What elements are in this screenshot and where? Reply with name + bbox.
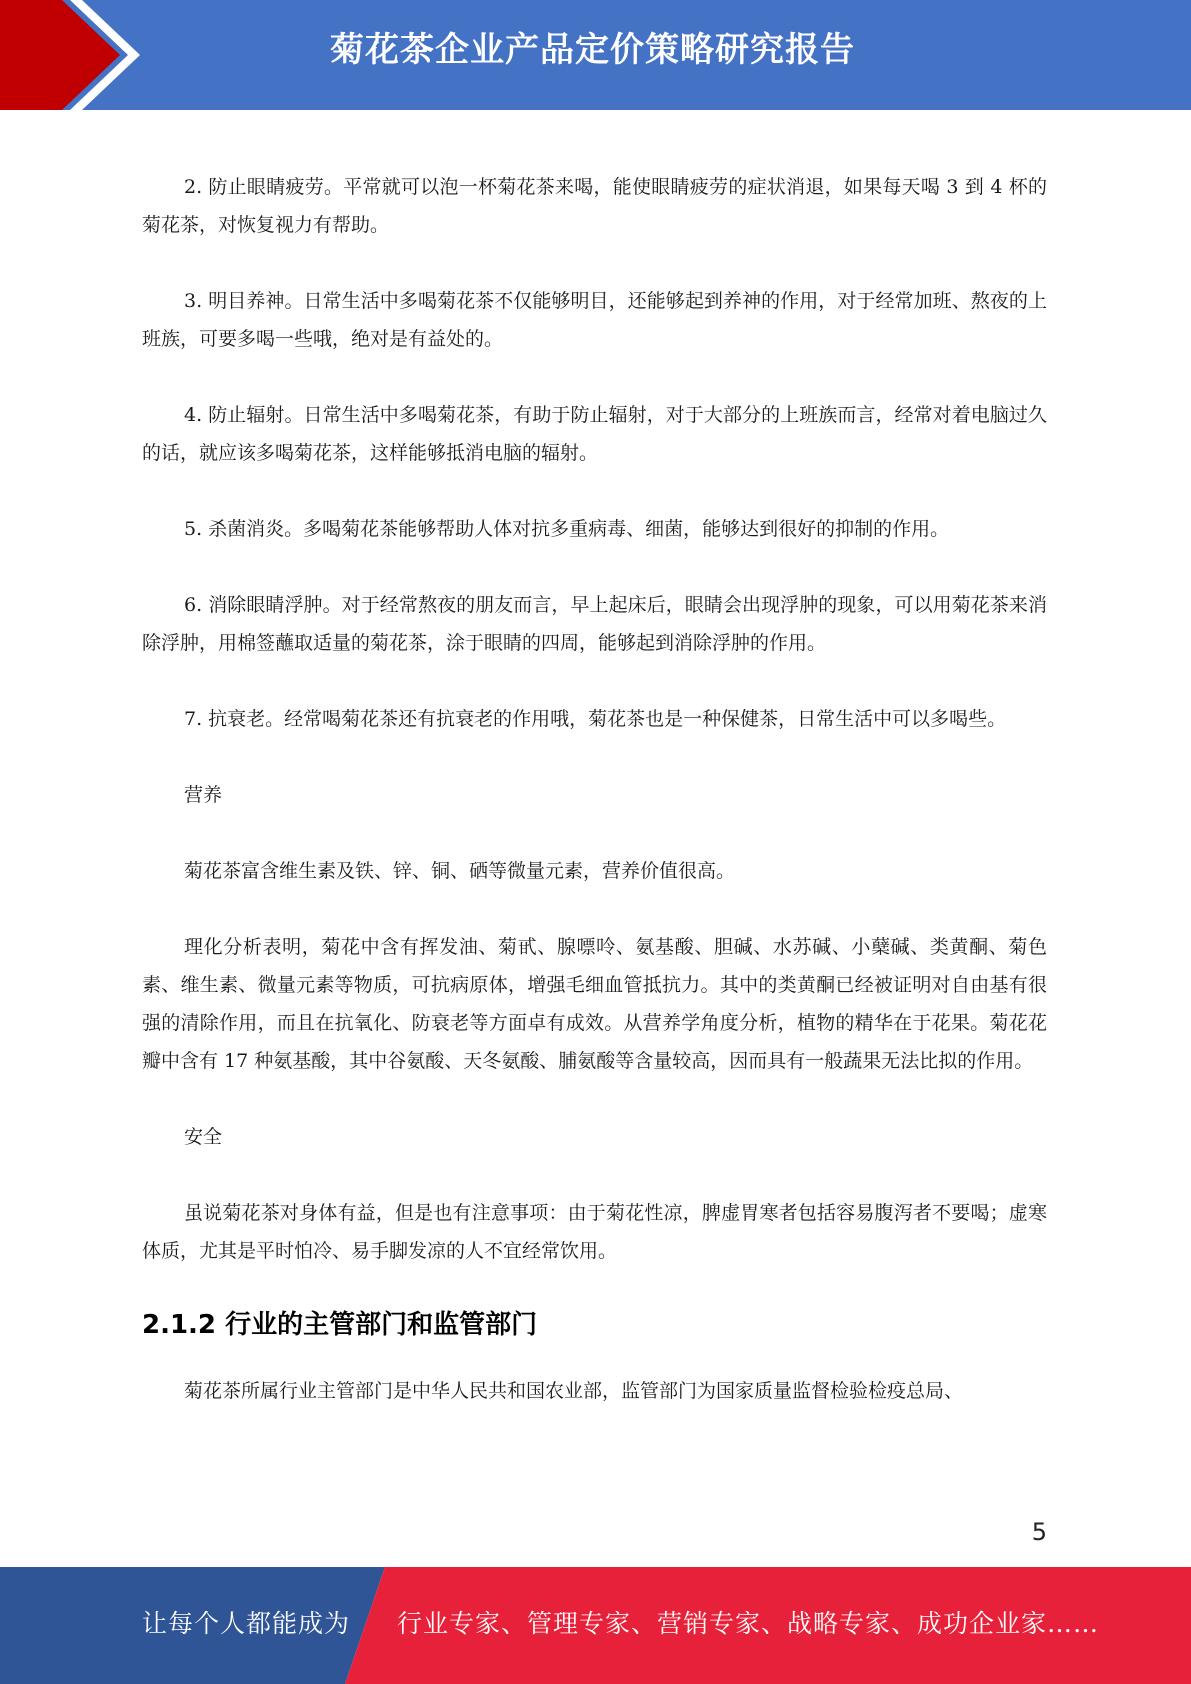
footer-slogan-right: 行业专家、管理专家、营销专家、战略专家、成功企业家…… [397, 1609, 1100, 1638]
paragraph-nutrition: 菊花茶富含维生素及铁、锌、铜、硒等微量元素，营养价值很高。 [184, 860, 736, 882]
paragraph-radiation: 4. 防止辐射。日常生活中多喝菊花茶，有助于防止辐射，对于大部分的上班族而言，经常对着电脑过久的话，就应该多喝菊花茶，这样能够抵消电脑的辐射。 [142, 404, 1047, 464]
footer-slogan-left: 让每个人都能成为 [142, 1609, 351, 1638]
paragraph-eyesight: 3. 明目养神。日常生活中多喝菊花茶不仅能够明目，还能够起到养神的作用，对于经常加班、熬夜的上班族，可要多喝一些哦，绝对是有益处的。 [142, 290, 1047, 350]
subheading-safety: 安全 [184, 1126, 223, 1148]
paragraph-analysis: 理化分析表明，菊花中含有挥发油、菊甙、腺嘌呤、氨基酸、胆碱、水苏碱、小蘖碱、类黄酮、菊色素、维生素、微量元素等物质，可抗病原体，增强毛细血管抵抗力。其中的类黄酮已经被证明对自由基有很强的清除作用，而且在抗氧化、防衰老等方面卓有成效。从营养学角度分析，植物的精华在于花果。菊花花瓣中含有 17 种氨基酸，其中谷氨酸、天冬氨酸、脯氨酸等含量较高，因而具有一般蔬果无法比拟的作用。 [142, 936, 1047, 1072]
paragraph-eye-swelling: 6. 消除眼睛浮肿。对于经常熬夜的朋友而言，早上起床后，眼睛会出现浮肿的现象，可以用菊花茶来消除浮肿，用棉签蘸取适量的菊花茶，涂于眼睛的四周，能够起到消除浮肿的作用。 [142, 594, 1047, 654]
section-heading: 2.1.2 行业的主管部门和监管部门 [142, 1310, 538, 1340]
page-header [0, 0, 1191, 110]
page-number: 5 [1031, 1518, 1047, 1546]
paragraph-safety: 虽说菊花茶对身体有益，但是也有注意事项：由于菊花性凉，脾虚胃寒者包括容易腹泻者不要喝；虚寒体质，尤其是平时怕冷、易手脚发凉的人不宜经常饮用。 [142, 1202, 1047, 1262]
header-chevron-icon [0, 0, 160, 110]
paragraph-authority: 菊花茶所属行业主管部门是中华人民共和国农业部，监管部门为国家质量监督检验检疫总局、 [184, 1380, 964, 1402]
paragraph-anti-aging: 7. 抗衰老。经常喝菊花茶还有抗衰老的作用哦，菊花茶也是一种保健茶，日常生活中可以多喝些。 [184, 708, 1007, 730]
subheading-nutrition: 营养 [184, 784, 223, 806]
paragraph-antibacterial: 5. 杀菌消炎。多喝菊花茶能够帮助人体对抗多重病毒、细菌，能够达到很好的抑制的作用。 [184, 518, 950, 540]
page-content [142, 168, 1047, 1448]
report-title: 菊花茶企业产品定价策略研究报告 [330, 30, 855, 70]
paragraph-eye-fatigue: 2. 防止眼睛疲劳。平常就可以泡一杯菊花茶来喝，能使眼睛疲劳的症状消退，如果每天喝 3 到 4 杯的菊花茶，对恢复视力有帮助。 [142, 176, 1047, 236]
page-footer [0, 1567, 1191, 1684]
